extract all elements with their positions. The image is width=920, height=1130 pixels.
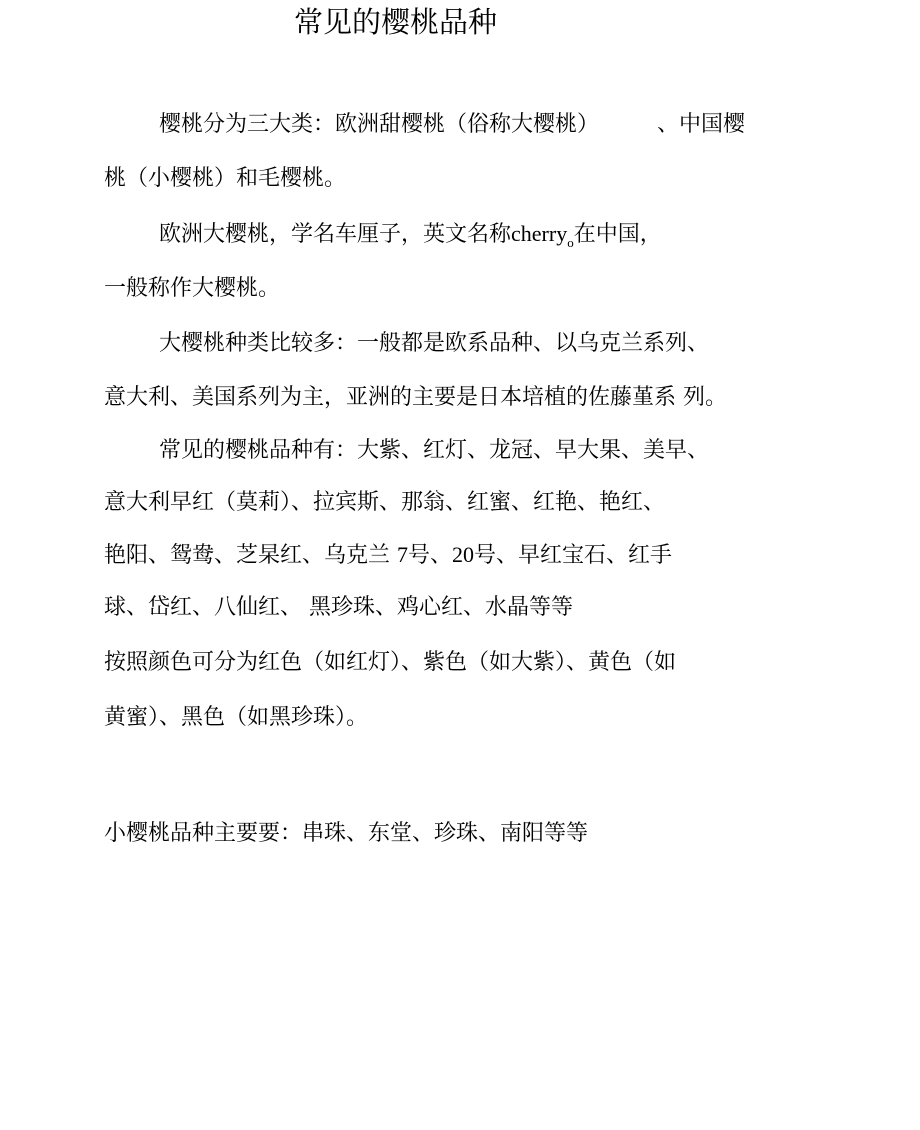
paragraph-6-line-1: 小樱桃品种主要要：串珠、东堂、珍珠、南阳等等 <box>104 821 589 846</box>
paragraph-1-line-2: 桃（小樱桃）和毛樱桃。 <box>104 166 347 191</box>
number-7: 7 <box>397 542 408 567</box>
paragraph-2-line-1-part-a: 欧洲大樱桃，学名车厘子，英文名称 <box>159 222 512 247</box>
english-word: cherry <box>511 221 568 246</box>
paragraph-2-line-1-part-b: 在中国， <box>573 222 662 247</box>
stray-mark: o <box>567 235 574 250</box>
paragraph-4-line-3-part-a: 艳阳、鸳鸯、芝杲红、乌克兰 <box>104 543 397 568</box>
paragraph-4-line-4: 球、岱红、八仙红、 黑珍珠、鸡心红、水晶等等 <box>104 595 573 620</box>
paragraph-5-line-1: 按照颜色可分为红色（如红灯）、紫色（如大紫）、黄色（如 <box>104 650 677 675</box>
paragraph-1-line-1 <box>159 110 745 140</box>
paragraph-4-line-3 <box>104 540 672 571</box>
paragraph-4-line-1: 常见的樱桃品种有：大紫、红灯、龙冠、早大果、美早、 <box>159 438 710 463</box>
number-20: 20 <box>452 542 475 567</box>
paragraph-1-line-1-part-a: 樱桃分为三大类：欧洲甜樱桃（俗称大樱桃） <box>159 112 600 137</box>
paragraph-1-line-1-part-b: 、中国樱 <box>657 112 746 137</box>
document-title: 常见的樱桃品种 <box>294 5 498 39</box>
paragraph-2-line-1 <box>159 219 662 258</box>
paragraph-4-line-2: 意大利早红（莫莉）、拉宾斯、那翁、红蜜、红艳、艳红、 <box>104 490 666 515</box>
paragraph-4-line-3-part-b: 号、 <box>408 543 453 568</box>
paragraph-2-line-2: 一般称作大樱桃。 <box>104 276 281 301</box>
paragraph-3-line-2: 意大利、美国系列为主，亚洲的主要是日本培植的佐藤堇系 列。 <box>104 385 727 410</box>
paragraph-5-line-2: 黄蜜）、黑色（如黑珍珠）。 <box>104 705 369 730</box>
paragraph-3-line-1: 大樱桃种类比较多：一般都是欧系品种、以乌克兰系列、 <box>159 331 710 356</box>
paragraph-4-line-3-part-c: 号、早红宝石、红手 <box>474 543 673 568</box>
